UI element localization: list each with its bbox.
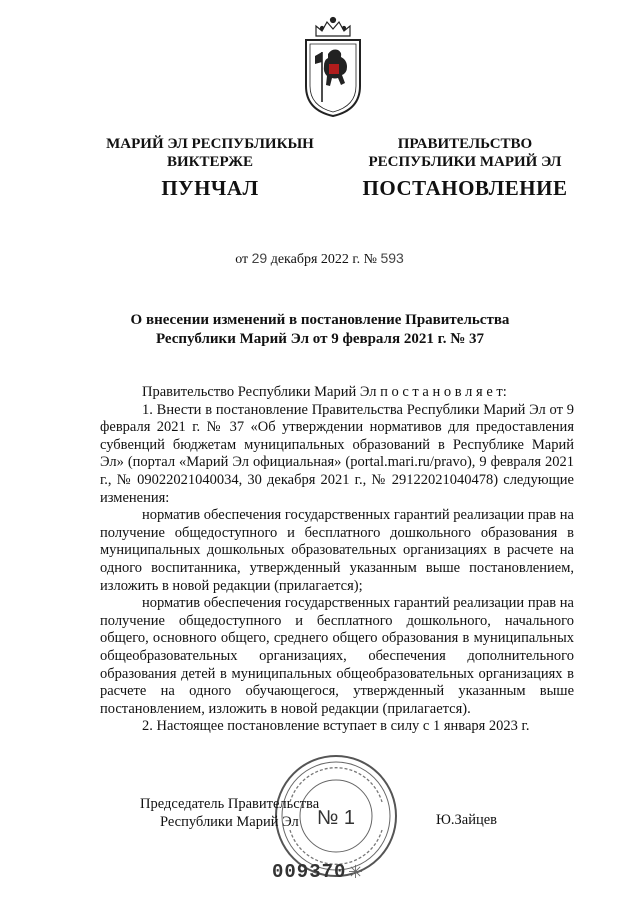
document-number: 593 xyxy=(380,250,404,266)
title-line2: Республики Марий Эл от 9 февраля 2021 г. № 37 xyxy=(155,331,485,347)
body-intro: Правительство Республики Марий Эл п о с т а н о в л я е т: xyxy=(142,384,507,400)
document-title xyxy=(100,311,540,349)
date-middle: декабря 2022 г. № xyxy=(270,252,377,267)
header-left-line2: ВИКТЕРЖЕ xyxy=(166,154,254,170)
body-item-1: 1. Внести в постановление Правительства Республики Марий Эл от 9 февраля 2021 г. № 37 «Об утверждении нормативов для предоставления субвенций бюджетам муниципальных образований в Республике Марий Эл» (портал «Марий Эл официальная» (portal.mari.ru/pravo), 9 февраля 2021 г., № 09022021040034, 30 декабря 2021 г., № 29122021040478) следующие изменения: xyxy=(100,401,574,506)
signatory-title xyxy=(140,795,319,831)
header-right-big: ПОСТАНОВЛЕНИЕ xyxy=(362,176,568,200)
date-day: 29 xyxy=(251,250,268,266)
header-left-big: ПУНЧАЛ xyxy=(161,176,259,200)
body-paragraph-1: норматив обеспечения государственных гарантий реализации прав на получение общедоступного и бесплатного дошкольного образования в муниципальных дошкольных образовательных организациях в расчете на одного воспитанника, утвержденный указанным выше постановлением, изложить в новой редакции (прилагается); xyxy=(100,507,574,594)
coat-of-arms-emblem xyxy=(302,14,364,118)
stamp-number: № 1 xyxy=(316,807,356,829)
header-right-line2: РЕСПУБЛИКИ МАРИЙ ЭЛ xyxy=(368,154,562,170)
date-prefix: от xyxy=(235,252,249,267)
signatory-line2: Республики Марий Эл xyxy=(160,814,299,830)
header-right-line1: ПРАВИТЕЛЬСТВО xyxy=(397,136,533,152)
document-body xyxy=(100,384,574,736)
header-left-title xyxy=(85,135,335,171)
serial-number: 009370 xyxy=(272,861,347,883)
signatory-name: Ю.Зайцев xyxy=(436,812,498,828)
body-paragraph-2: норматив обеспечения государственных гарантий реализации прав на получение общедоступного и бесплатного дошкольного, начального общего, основного общего, среднего общего образования в муниципальных общеобразовательных организациях, обеспечения дополнительного образования детей в муниципальных общеобразовательных организациях в расчете на одного обучающегося, утвержденный указанным выше постановлением, изложить в новой редакции (прилагается). xyxy=(100,595,574,717)
title-line1: О внесении изменений в постановление Правительства xyxy=(130,312,510,328)
header-right-title xyxy=(340,135,590,171)
document-date-line xyxy=(0,250,639,268)
body-item-2: 2. Настоящее постановление вступает в силу с 1 января 2023 г. xyxy=(142,718,530,735)
signatory-line1: Председатель Правительства xyxy=(140,796,320,812)
header-left-line1: МАРИЙ ЭЛ РЕСПУБЛИКЫН xyxy=(106,136,314,152)
asterisk-icon: ✳ xyxy=(348,862,364,882)
